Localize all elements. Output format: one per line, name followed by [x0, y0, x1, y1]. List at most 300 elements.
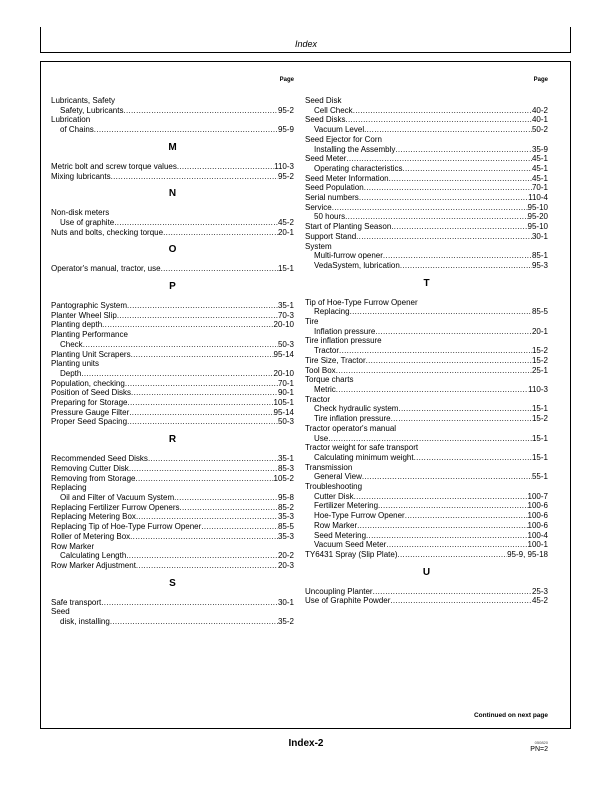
- entry-page: 20-1: [277, 227, 294, 237]
- entry-text: TY6431 Spray (Slip Plate): [305, 549, 398, 559]
- entry-text: Depth: [60, 368, 82, 378]
- index-subentry: [305, 125, 548, 135]
- entry-text: Tractor operator's manual: [305, 423, 397, 433]
- entry-page: 100-6: [527, 520, 548, 530]
- entry-text: Seed Population: [305, 183, 364, 193]
- index-entry: [305, 596, 548, 606]
- index-entry: [51, 398, 294, 408]
- entry-page: 30-1: [277, 597, 294, 607]
- index-entry: [51, 379, 294, 389]
- entry-text: Use of graphite: [60, 217, 115, 227]
- index-subentry: [305, 212, 548, 222]
- entry-page: 40-1: [531, 115, 548, 125]
- entry-page: 35-1: [277, 301, 294, 311]
- section-letter: U: [422, 566, 431, 578]
- dot-leader: [123, 106, 278, 116]
- entry-text: Tire Size, Tractor: [305, 355, 366, 365]
- index-entry: [305, 443, 548, 453]
- section-letter: M: [168, 141, 177, 153]
- entry-page: 15-1: [277, 264, 294, 274]
- index-entry: [51, 561, 294, 571]
- entry-text: Tire inflation pressure: [305, 336, 382, 346]
- entry-page: 90-1: [277, 388, 294, 398]
- dot-leader: [127, 417, 278, 427]
- entry-page: 25-1: [531, 365, 548, 375]
- section-letter: N: [168, 188, 177, 200]
- index-entry: [305, 424, 548, 434]
- index-subentry: [51, 369, 294, 379]
- entry-page: 100-6: [527, 511, 548, 521]
- index-subentry: [305, 346, 548, 356]
- entry-text: Inflation pressure: [314, 326, 376, 336]
- entry-page: 15-1: [531, 404, 548, 414]
- entry-page: 35-3: [277, 531, 294, 541]
- dot-leader: [163, 228, 278, 238]
- entry-text: Nuts and bolts, checking torque: [51, 227, 164, 237]
- entry-page: 95-9, 95-18: [507, 549, 548, 559]
- index-entry: [305, 395, 548, 405]
- entry-text: Pressure Gauge Filter: [51, 407, 130, 417]
- index-entry: [51, 359, 294, 369]
- index-entry: [51, 320, 294, 330]
- entry-text: Check: [60, 339, 83, 349]
- entry-text: Removing Cutter Disk: [51, 463, 129, 473]
- entry-text: Row Marker: [51, 541, 95, 551]
- dot-leader: [345, 212, 527, 222]
- entry-text: Torque charts: [305, 375, 354, 385]
- entry-text: Population, checking: [51, 378, 125, 388]
- index-entry: [305, 366, 548, 376]
- entry-page: 35-2: [277, 617, 294, 627]
- page-number: Index-2: [288, 738, 324, 749]
- entry-page: 20-2: [277, 551, 294, 561]
- entry-page: 85-5: [531, 307, 548, 317]
- entry-page: 20-10: [273, 368, 294, 378]
- entry-text: Seed Meter: [305, 154, 347, 164]
- index-subentry: [51, 617, 294, 627]
- dot-leader: [391, 222, 527, 232]
- dot-leader: [356, 232, 532, 242]
- entry-text: VedaSystem, lubrication: [314, 260, 400, 270]
- dot-leader: [131, 388, 278, 398]
- index-column-left: [51, 77, 294, 627]
- entry-text: System: [305, 241, 332, 251]
- index-subentry: [305, 261, 548, 271]
- entry-page: 100-1: [527, 540, 548, 550]
- entry-page: 100-4: [527, 530, 548, 540]
- index-subentry: [51, 125, 294, 135]
- page-column-label: Page: [533, 77, 548, 83]
- entry-text: Tractor: [314, 346, 340, 356]
- header-bottom-rule: [40, 52, 571, 53]
- dot-leader: [117, 311, 278, 321]
- entry-page: 35-3: [277, 512, 294, 522]
- entry-page: 95-10: [527, 202, 548, 212]
- entry-text: Planting Unit Scrapers: [51, 349, 131, 359]
- section-letter: T: [423, 277, 430, 289]
- index-subentry: [305, 414, 548, 424]
- dot-leader: [345, 115, 532, 125]
- entry-text: Support Stand: [305, 231, 357, 241]
- dot-leader: [362, 472, 532, 482]
- entry-text: Vacuum Seed Meter: [314, 540, 387, 550]
- entry-text: Lubrication: [51, 115, 91, 125]
- entry-page: 70-1: [531, 183, 548, 193]
- index-entry: [51, 172, 294, 182]
- entry-page: 20-10: [273, 320, 294, 330]
- index-entry: [51, 408, 294, 418]
- entry-page: 85-3: [277, 463, 294, 473]
- entry-text: Check hydraulic system: [314, 404, 399, 414]
- index-entry: [305, 587, 548, 597]
- entry-page: 85-2: [277, 502, 294, 512]
- entry-page: 110-3: [274, 161, 294, 171]
- entry-page: 95-20: [527, 212, 548, 222]
- entry-page: 35-9: [531, 144, 548, 154]
- index-entry: [51, 228, 294, 238]
- dot-leader: [131, 350, 274, 360]
- entry-page: 85-1: [531, 251, 548, 261]
- entry-text: General View: [314, 472, 362, 482]
- entry-text: Replacing Tip of Hoe-Type Furrow Opener: [51, 522, 202, 532]
- header-title: Index: [294, 39, 318, 49]
- entry-text: Replacing: [51, 483, 87, 493]
- entry-text: Replacing: [314, 307, 350, 317]
- dot-leader: [366, 531, 528, 541]
- section-letter: R: [168, 434, 177, 446]
- dot-leader: [336, 366, 532, 376]
- index-entry: [305, 550, 548, 560]
- entry-text: Preparing for Storage: [51, 398, 128, 408]
- index-subentry: [305, 385, 548, 395]
- entry-page: 20-3: [277, 560, 294, 570]
- index-subentry: [51, 551, 294, 561]
- entry-page: 95-14: [273, 407, 294, 417]
- index-entry: [51, 503, 294, 513]
- index-entry: [305, 232, 548, 242]
- index-entry: [51, 522, 294, 532]
- dot-leader: [125, 379, 278, 389]
- dot-leader: [386, 540, 527, 550]
- dot-leader: [391, 414, 532, 424]
- entry-text: Uncoupling Planter: [305, 586, 373, 596]
- entry-page: 50-2: [531, 125, 548, 135]
- index-entry: [51, 532, 294, 542]
- body-right-rule: [570, 61, 571, 729]
- page-column-label: Page: [279, 77, 294, 83]
- entry-page: 100-6: [527, 501, 548, 511]
- entry-text: Oil and Filter of Vacuum System: [60, 492, 175, 502]
- entry-page: 95-10: [527, 222, 548, 232]
- dot-leader: [357, 521, 527, 531]
- index-entry: [305, 154, 548, 164]
- index-entry: [51, 454, 294, 464]
- dot-leader: [102, 320, 273, 330]
- dot-leader: [395, 145, 532, 155]
- index-entry: [51, 464, 294, 474]
- body-bottom-rule: [40, 728, 571, 729]
- entry-page: 95-8: [277, 492, 294, 502]
- dot-leader: [129, 408, 273, 418]
- entry-text: Use: [314, 433, 329, 443]
- index-entry: [51, 162, 294, 172]
- dot-leader: [126, 551, 278, 561]
- entry-page: 100-7: [527, 491, 548, 501]
- entry-text: Planter Wheel Slip: [51, 310, 117, 320]
- entry-text: Safe transport: [51, 597, 102, 607]
- index-subentry: [305, 501, 548, 511]
- entry-page: 95-3: [531, 260, 548, 270]
- footer-code: 050820: [534, 740, 548, 745]
- entry-page: 70-1: [277, 378, 294, 388]
- entry-text: Pantographic System: [51, 301, 128, 311]
- entry-text: Service: [305, 202, 332, 212]
- entry-text: Tip of Hoe-Type Furrow Opener: [305, 297, 418, 307]
- index-subentry: [51, 106, 294, 116]
- entry-text: Roller of Metering Box: [51, 531, 131, 541]
- entry-page: 15-1: [531, 452, 548, 462]
- dot-leader: [129, 464, 278, 474]
- entry-text: Recommended Seed Disks: [51, 454, 148, 464]
- entry-page: 40-2: [531, 105, 548, 115]
- index-subentry: [305, 540, 548, 550]
- entry-text: Planting units: [51, 359, 100, 369]
- body-top-rule: [40, 61, 571, 62]
- entry-page: 15-2: [531, 414, 548, 424]
- entry-text: Metric: [314, 384, 336, 394]
- entry-text: Fertilizer Metering: [314, 501, 379, 511]
- entry-page: 35-1: [277, 454, 294, 464]
- entry-text: disk, installing: [60, 617, 110, 627]
- index-subentry: [305, 531, 548, 541]
- index-subentry: [305, 307, 548, 317]
- entry-text: Calculating minimum weight: [314, 452, 414, 462]
- entry-page: 110-3: [528, 384, 548, 394]
- index-entry: [51, 330, 294, 340]
- section-letter: P: [169, 281, 176, 293]
- dot-leader: [136, 512, 278, 522]
- entry-page: 20-1: [531, 326, 548, 336]
- dot-leader: [110, 617, 278, 627]
- entry-page: 15-2: [531, 355, 548, 365]
- index-entry: [305, 242, 548, 252]
- entry-text: of Chains: [60, 125, 94, 135]
- dot-leader: [405, 511, 528, 521]
- footer-pn: PN=2: [530, 746, 548, 753]
- index-subentry: [305, 511, 548, 521]
- entry-page: 95-9: [277, 125, 294, 135]
- entry-text: Hoe-Type Furrow Opener: [314, 511, 405, 521]
- dot-leader: [130, 532, 278, 542]
- index-entry: [51, 542, 294, 552]
- section-letter: O: [168, 244, 177, 256]
- entry-text: Seed: [51, 607, 70, 617]
- entry-page: 105-2: [273, 473, 294, 483]
- right-entries: [305, 96, 548, 606]
- dot-leader: [383, 251, 532, 261]
- dot-leader: [128, 398, 274, 408]
- entry-text: Row Marker: [314, 520, 358, 530]
- entry-text: Operator's manual, tractor, use: [51, 264, 161, 274]
- entry-page: 50-3: [277, 417, 294, 427]
- entry-text: Use of Graphite Powder: [305, 596, 391, 606]
- dot-leader: [366, 356, 532, 366]
- entry-text: Operating characteristics: [314, 163, 403, 173]
- entry-text: Serial numbers: [305, 193, 359, 203]
- entry-page: 95-2: [277, 105, 294, 115]
- dot-leader: [389, 174, 532, 184]
- index-subentry: [305, 472, 548, 482]
- entry-text: Planting Performance: [51, 330, 128, 340]
- entry-page: 15-1: [531, 433, 548, 443]
- dot-leader: [414, 453, 532, 463]
- entry-text: Tire inflation pressure: [314, 414, 391, 424]
- dot-leader: [201, 522, 278, 532]
- dot-leader: [94, 125, 278, 135]
- index-entry: [51, 208, 294, 218]
- index-entry: [305, 203, 548, 213]
- index-entry: [51, 388, 294, 398]
- index-entry: [305, 356, 548, 366]
- entry-text: Position of Seed Disks: [51, 388, 132, 398]
- dot-leader: [375, 327, 532, 337]
- entry-page: 110-4: [528, 193, 548, 203]
- dot-leader: [346, 154, 532, 164]
- index-subentry: [305, 251, 548, 261]
- entry-text: Vacuum Level: [314, 125, 365, 135]
- dot-leader: [332, 203, 528, 213]
- entry-text: 50 hours: [314, 212, 346, 222]
- entry-text: Cutter Disk: [314, 491, 354, 501]
- entry-text: Row Marker Adjustment: [51, 560, 136, 570]
- dot-leader: [114, 218, 278, 228]
- entry-page: 50-3: [277, 339, 294, 349]
- index-entry: [305, 317, 548, 327]
- dot-leader: [378, 501, 528, 511]
- index-entry: [51, 474, 294, 484]
- index-entry: [305, 463, 548, 473]
- index-entry: [305, 222, 548, 232]
- index-subentry: [51, 218, 294, 228]
- entry-page: 15-2: [531, 346, 548, 356]
- dot-leader: [364, 183, 532, 193]
- dot-leader: [148, 454, 278, 464]
- entry-text: Troubleshooting: [305, 482, 363, 492]
- dot-leader: [127, 301, 278, 311]
- index-entry: [51, 598, 294, 608]
- entry-text: Calculating Length: [60, 551, 127, 561]
- dot-leader: [161, 264, 278, 274]
- index-entry: [305, 183, 548, 193]
- entry-text: Seed Meter Information: [305, 173, 389, 183]
- dot-leader: [373, 587, 532, 597]
- entry-text: Mixing lubricants: [51, 171, 111, 181]
- dot-leader: [83, 340, 278, 350]
- entry-text: Metric bolt and screw torque values: [51, 161, 177, 171]
- entry-text: Removing from Storage: [51, 473, 136, 483]
- dot-leader: [402, 164, 532, 174]
- dot-leader: [336, 385, 528, 395]
- dot-leader: [359, 193, 528, 203]
- entry-text: Proper Seed Spacing: [51, 417, 128, 427]
- entry-page: 95-2: [277, 171, 294, 181]
- index-column-right: [305, 77, 548, 606]
- index-entry: [305, 96, 548, 106]
- index-entry: [51, 96, 294, 106]
- dot-leader: [81, 369, 273, 379]
- index-subentry: [305, 404, 548, 414]
- entry-text: Seed Ejector for Corn: [305, 134, 382, 144]
- entry-text: Tractor: [305, 394, 331, 404]
- dot-leader: [111, 172, 278, 182]
- index-entry: [51, 115, 294, 125]
- index-subentry: [51, 493, 294, 503]
- dot-leader: [177, 162, 274, 172]
- dot-leader: [136, 561, 278, 571]
- dot-leader: [339, 346, 532, 356]
- dot-leader: [400, 261, 532, 271]
- entry-text: Lubricants, Safety: [51, 96, 116, 105]
- dot-leader: [398, 404, 532, 414]
- body-left-rule: [40, 61, 41, 729]
- entry-text: Tool Box: [305, 365, 336, 375]
- entry-text: Replacing Fertilizer Furrow Openers: [51, 502, 180, 512]
- index-entry: [305, 115, 548, 125]
- index-subentry: [51, 340, 294, 350]
- entry-text: Seed Metering: [314, 530, 367, 540]
- index-entry: [51, 607, 294, 617]
- entry-page: 105-1: [273, 398, 294, 408]
- entry-text: Installing the Assembly: [314, 144, 396, 154]
- index-entry: [51, 301, 294, 311]
- index-subentry: [305, 106, 548, 116]
- index-subentry: [305, 327, 548, 337]
- index-entry: [51, 311, 294, 321]
- continued-note: Continued on next page: [473, 712, 548, 719]
- dot-leader: [354, 492, 528, 502]
- dot-leader: [364, 125, 532, 135]
- entry-page: 70-3: [277, 310, 294, 320]
- dot-leader: [174, 493, 278, 503]
- entry-text: Tractor weight for safe transport: [305, 443, 419, 453]
- entry-page: 45-2: [277, 217, 294, 227]
- index-entry: [305, 375, 548, 385]
- dot-leader: [353, 106, 532, 116]
- index-subentry: [305, 145, 548, 155]
- index-entry: [51, 350, 294, 360]
- entry-text: Start of Planting Season: [305, 222, 392, 232]
- dot-leader: [390, 596, 532, 606]
- index-entry: [305, 336, 548, 346]
- dot-leader: [101, 598, 278, 608]
- dot-leader: [135, 474, 273, 484]
- entry-text: Tire: [305, 317, 319, 327]
- index-entry: [51, 512, 294, 522]
- dot-leader: [180, 503, 278, 513]
- entry-text: Multi-furrow opener: [314, 251, 383, 261]
- entry-text: Replacing Metering Box: [51, 512, 136, 522]
- index-subentry: [305, 434, 548, 444]
- entry-text: Planting depth: [51, 320, 103, 330]
- index-entry: [51, 417, 294, 427]
- index-subentry: [305, 492, 548, 502]
- entry-text: Seed Disk: [305, 96, 342, 105]
- index-entry: [305, 135, 548, 145]
- entry-text: Transmission: [305, 462, 353, 472]
- index-subentry: [305, 453, 548, 463]
- entry-page: 45-1: [531, 173, 548, 183]
- index-entry: [305, 193, 548, 203]
